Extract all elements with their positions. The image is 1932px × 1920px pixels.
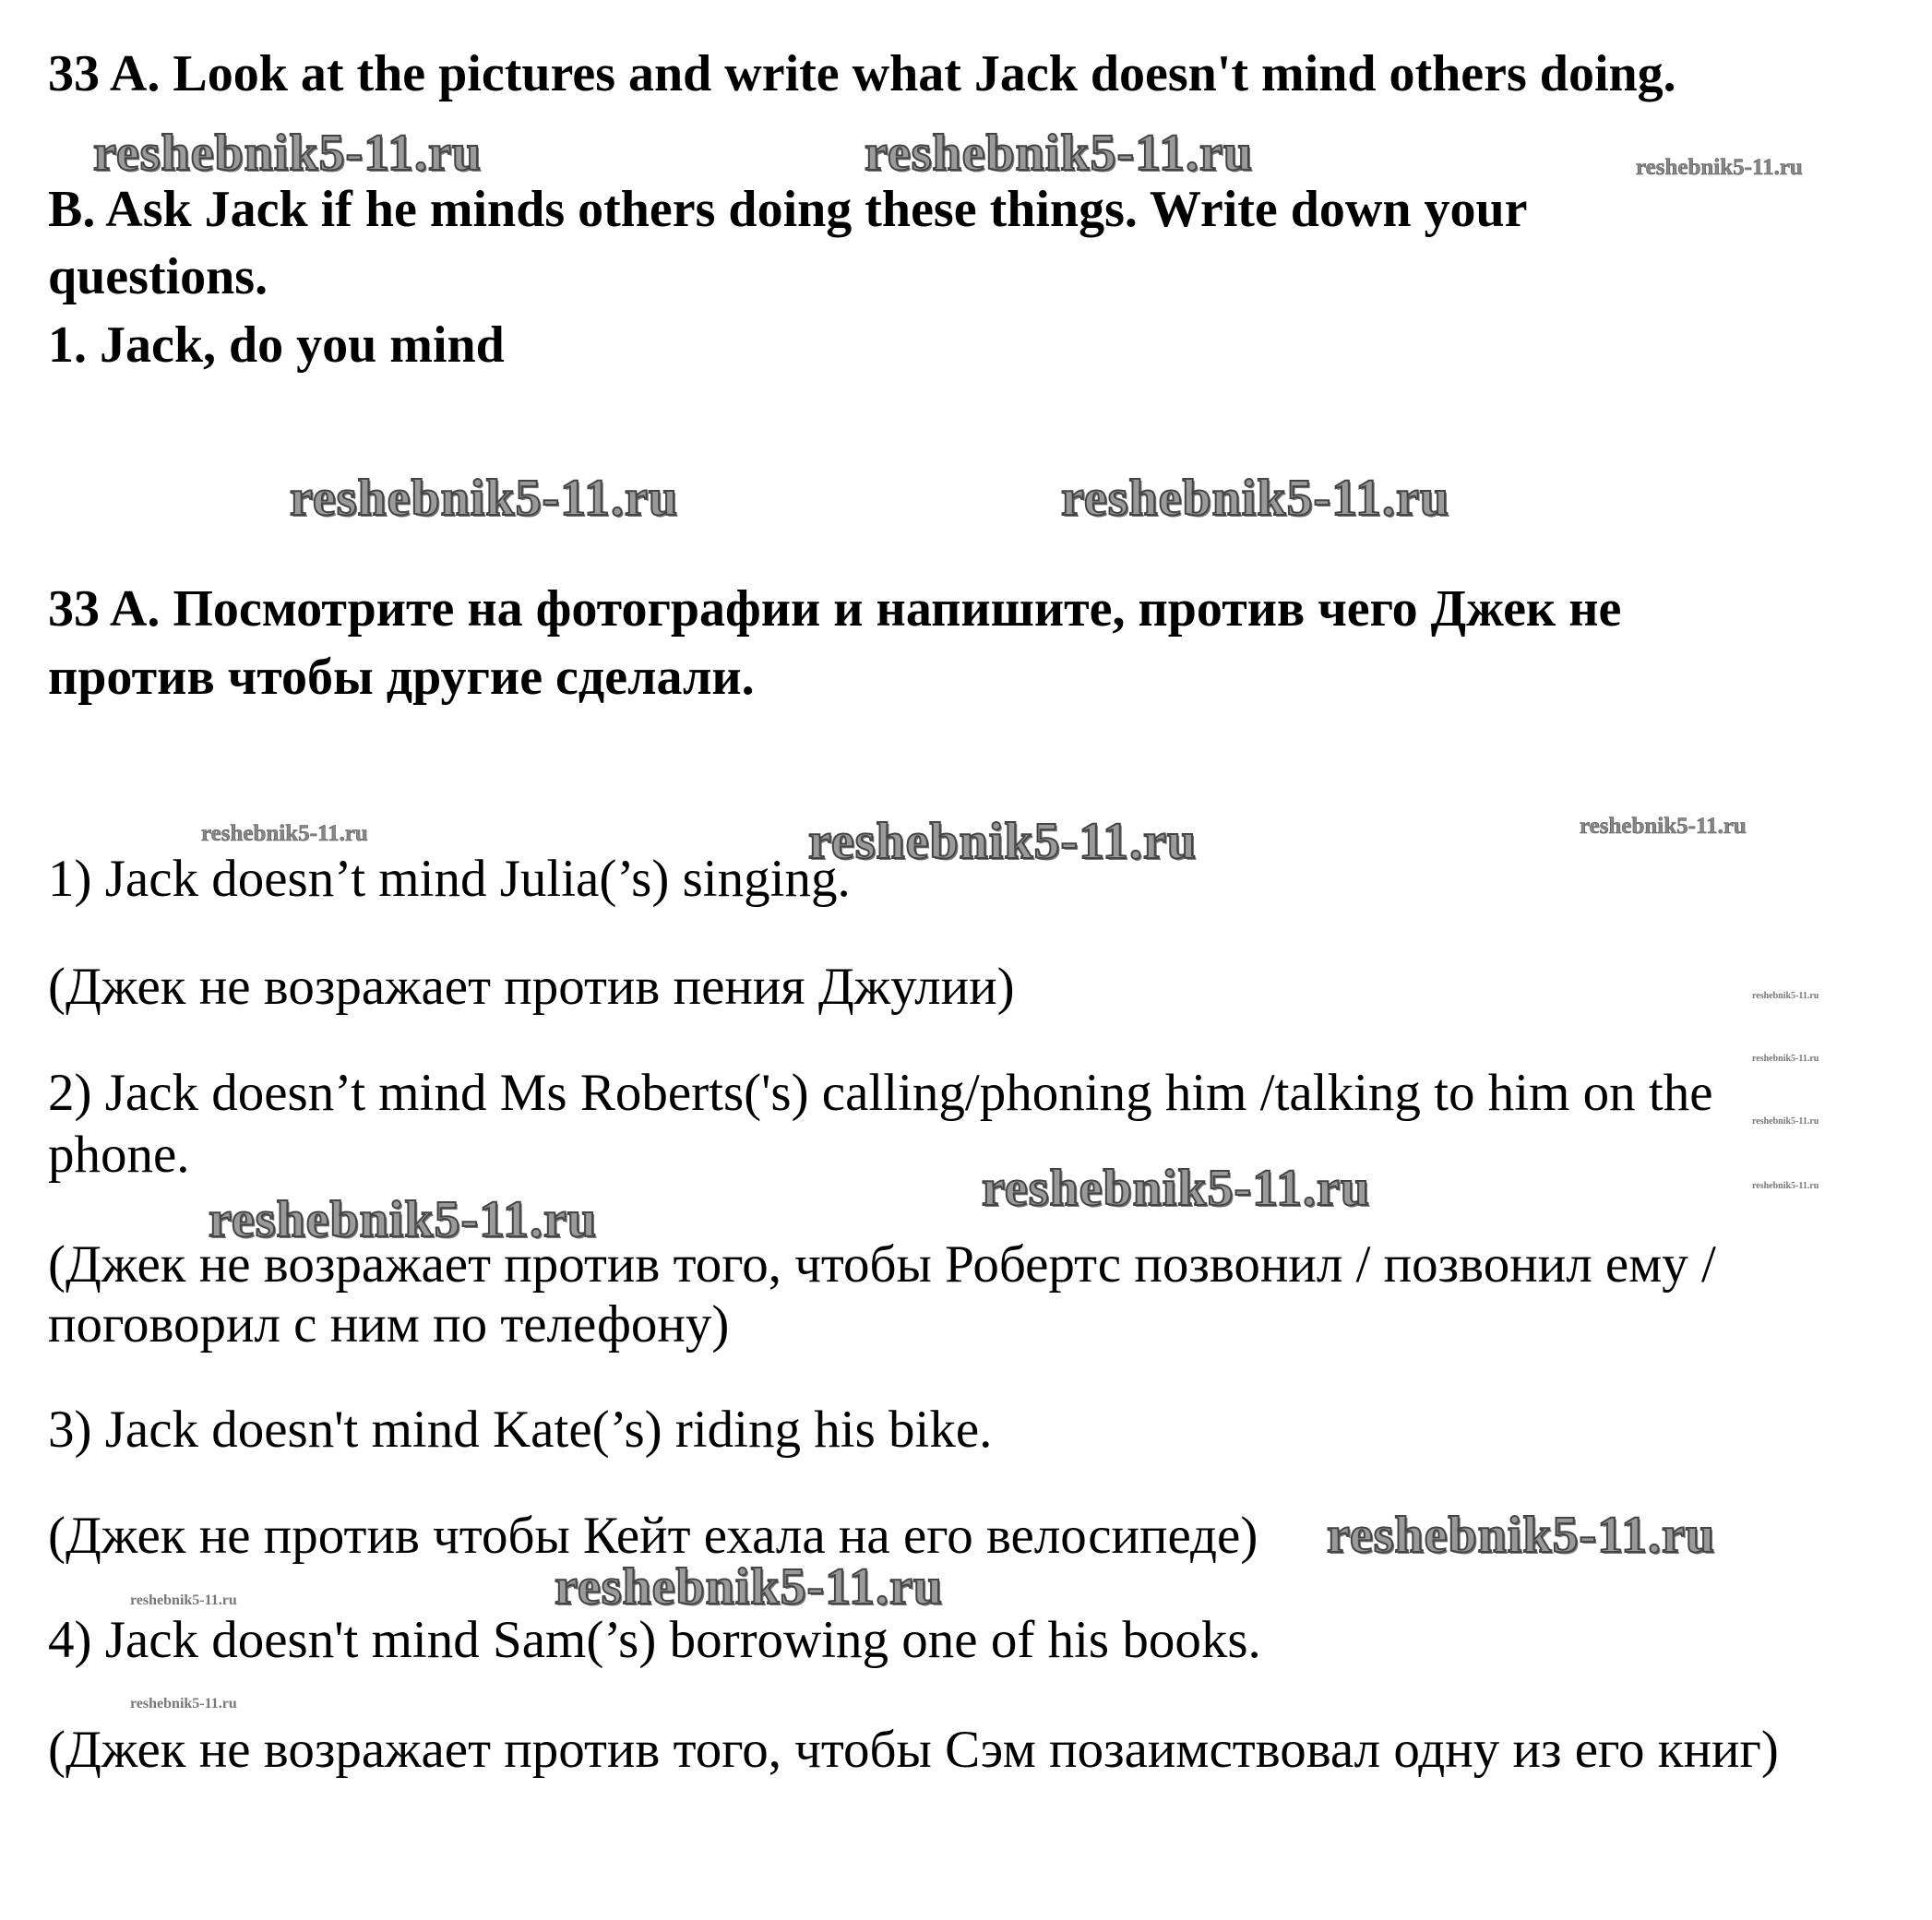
watermark: reshebnik5-11.ru [1327, 1507, 1716, 1564]
task-title-ru-line1: 33 A. Посмотрите на фотографии и напишите, против чего Джек не [48, 580, 1622, 638]
watermark: reshebnik5-11.ru [1580, 814, 1747, 839]
watermark: reshebnik5-11.ru [209, 1191, 598, 1248]
task-part-b-line1: B. Ask Jack if he minds others doing these things. Write down your [48, 181, 1528, 238]
answer-1-en: 1) Jack doesn’t mind Julia(’s) singing. [48, 850, 851, 908]
task-title-en: 33 A. Look at the pictures and write what Jack doesn't mind others doing. [48, 45, 1676, 102]
watermark: reshebnik5-11.ru [130, 1592, 237, 1608]
answer-3-en: 3) Jack doesn't mind Kate(’s) riding his bike. [48, 1401, 993, 1459]
answer-2-en: 2) Jack doesn’t mind Ms Roberts('s) calling/phoning him /talking to him on the [48, 1064, 1713, 1122]
watermark: reshebnik5-11.ru [808, 813, 1198, 870]
answer-3-ru: (Джек не против чтобы Кейт ехала на его велосипеде) [48, 1507, 1258, 1565]
answer-2-ru: (Джек не возражает против того, чтобы Робертс позвонил / позвонил ему / [48, 1235, 1716, 1294]
answer-4-ru: (Джек не возражает против того, чтобы Сэм позаимствовал одну из его книг) [48, 1721, 1779, 1779]
watermark: reshebnik5-11.ru [201, 821, 368, 846]
watermark: reshebnik5-11.ru [1752, 991, 1819, 1001]
watermark: reshebnik5-11.ru [865, 125, 1254, 182]
answer-2-en-cont: phone. [48, 1126, 190, 1184]
answer-2-ru-cont: поговорил с ним по телефону) [48, 1295, 730, 1354]
answer-1-ru: (Джек не возражает против пения Джулии) [48, 958, 1015, 1016]
watermark: reshebnik5-11.ru [1061, 470, 1450, 527]
answer-4-en: 4) Jack doesn't mind Sam(’s) borrowing one of his books. [48, 1611, 1261, 1669]
watermark: reshebnik5-11.ru [1752, 1116, 1819, 1127]
watermark: reshebnik5-11.ru [982, 1160, 1371, 1217]
watermark: reshebnik5-11.ru [1636, 155, 1803, 180]
watermark: reshebnik5-11.ru [290, 470, 679, 527]
watermark: reshebnik5-11.ru [1752, 1181, 1819, 1191]
watermark: reshebnik5-11.ru [130, 1696, 237, 1711]
watermark: reshebnik5-11.ru [93, 125, 483, 182]
watermark: reshebnik5-11.ru [1752, 1054, 1819, 1064]
watermark: reshebnik5-11.ru [555, 1558, 944, 1616]
task-part-b-line2: questions. [48, 248, 268, 305]
task-title-ru-line2: против чтобы другие сделали. [48, 649, 755, 706]
question-1: 1. Jack, do you mind [48, 316, 505, 374]
